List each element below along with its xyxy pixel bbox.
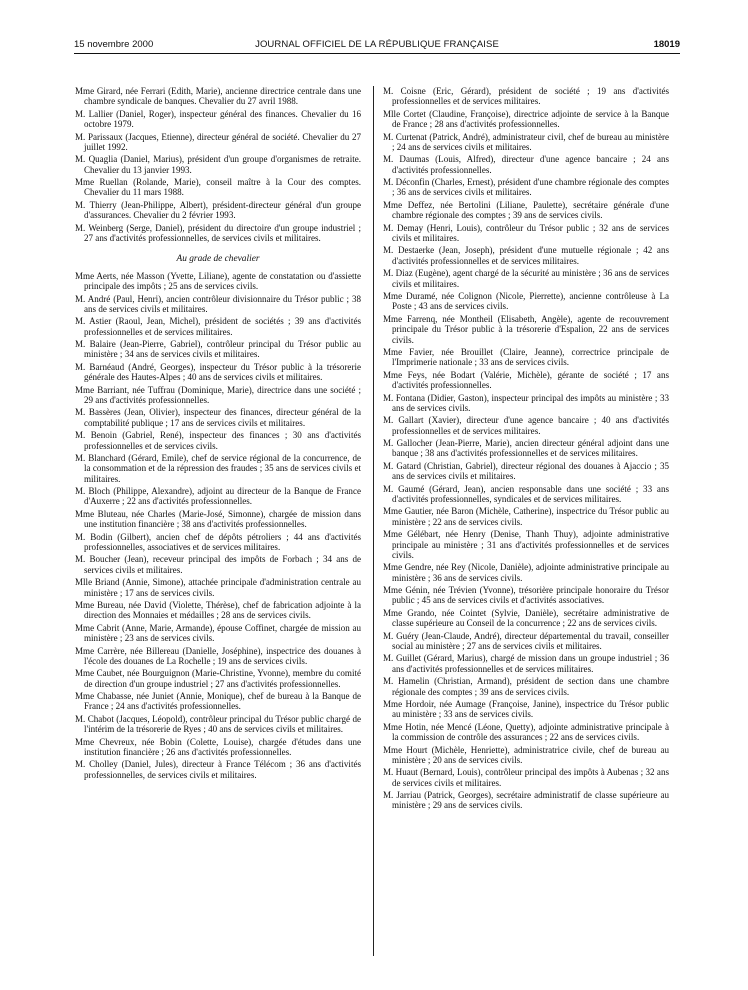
- decree-entry: Mme Aerts, née Masson (Yvette, Liliane), agente de constatation ou d'assiette principale des impôts ; 25 ans de services civils.: [75, 270, 361, 292]
- decree-entry: M. Balaire (Jean-Pierre, Gabriel), contrôleur principal du Trésor public au ministère ; 34 ans de services civils et militaires.: [75, 339, 361, 360]
- header-title: JOURNAL OFFICIEL DE LA RÉPUBLIQUE FRANÇAISE: [255, 39, 499, 50]
- decree-entry: M. Gaumé (Gérard, Jean), ancien responsable dans une société ; 33 ans d'activités professionnelles, syndicales et de services militaires.: [383, 483, 669, 504]
- decree-entry: M. Blanchard (Gérard, Emile), chef de service régional de la concurrence, de la consommation et de la répression des fraudes ; 35 ans de services civils et militaires.: [75, 452, 361, 484]
- decree-entry: M. Bodin (Gilbert), ancien chef de dépôts pétroliers ; 44 ans d'activités professionnelles, associatives et de services militaires.: [75, 531, 361, 552]
- left-entries-after: [75, 271, 361, 780]
- right-column: [383, 86, 669, 813]
- decree-entry: Mme Carrère, née Billereau (Danielle, Joséphine), inspectrice des douanes à l'école des douanes de La Rochelle ; 19 ans de services civils.: [75, 645, 361, 666]
- decree-entry: Mlle Briand (Annie, Simone), attachée principale d'administration centrale au ministère ; 17 ans de services civils.: [75, 577, 361, 598]
- decree-entry: Mme Hotin, née Mencé (Léone, Quetty), adjointe administrative principale à la commission de contrôle des assurances ; 22 ans de services civils.: [383, 721, 669, 743]
- decree-entry: Mme Gautier, née Baron (Michèle, Catherine), inspectrice du Trésor public au ministère ; 22 ans de services civils.: [383, 506, 669, 527]
- decree-entry: Mme Chabasse, née Juniet (Annie, Monique), chef de bureau à la Banque de France ; 24 ans d'activités professionnelles.: [75, 691, 361, 712]
- left-entries-before: [75, 86, 361, 243]
- decree-entry: M. Boucher (Jean), receveur principal des impôts de Forbach ; 34 ans de services civils et militaires.: [75, 554, 361, 575]
- decree-entry: Mme Hourt (Michèle, Henriette), administratrice civile, chef de bureau au ministère ; 20 ans de services civils.: [383, 744, 669, 765]
- decree-entry: M. Curtenat (Patrick, André), administrateur civil, chef de bureau au ministère ; 24 ans de services civils et militaires.: [383, 131, 669, 152]
- decree-entry: M. Astier (Raoul, Jean, Michel), président de sociétés ; 39 ans d'activités professionnelles et de services militaires.: [75, 316, 361, 337]
- decree-entry: Mme Bureau, née David (Violette, Thérèse), chef de fabrication adjointe à la direction des Monnaies et médailles ; 28 ans de services civils.: [75, 600, 361, 621]
- decree-entry: M. Jarriau (Patrick, Georges), secrétaire administratif de classe supérieure au ministère ; 29 ans de services civils.: [383, 790, 669, 811]
- left-column: [75, 86, 361, 782]
- decree-entry: Mme Girard, née Ferrari (Edith, Marie), ancienne directrice centrale dans une chambre syndicale de banques. Chevalier du 27 avril 1988.: [75, 86, 361, 107]
- decree-entry: Mme Gélébart, née Henry (Denise, Thanh Thuy), adjointe administrative principale au ministère ; 31 ans d'activités professionnelles et de services civils.: [383, 529, 669, 560]
- decree-entry: M. Diaz (Eugène), agent chargé de la sécurité au ministère ; 36 ans de services civils et militaires.: [383, 268, 669, 289]
- decree-entry: M. Weinberg (Serge, Daniel), président du directoire d'un groupe industriel ; 27 ans d'activités professionnelles, de services civils et militaires.: [75, 222, 361, 244]
- decree-entry: Mme Feys, née Bodart (Valérie, Michèle), gérante de société ; 17 ans d'activités professionnelles.: [383, 369, 669, 391]
- decree-entry: M. Demay (Henri, Louis), contrôleur du Trésor public ; 32 ans de services civils et militaires.: [383, 222, 669, 244]
- decree-entry: Mme Favier, née Brouillet (Claire, Jeanne), correctrice principale de l'Imprimerie nationale ; 33 ans de services civils.: [383, 346, 669, 368]
- decree-entry: Mme Gendre, née Rey (Nicole, Danièle), adjointe administrative principale au ministère ; 36 ans de services civils.: [383, 562, 669, 583]
- decree-entry: M. Destaerke (Jean, Joseph), président d'une mutuelle régionale ; 42 ans d'activités professionnelles et de services militaires.: [383, 245, 669, 266]
- decree-entry: M. Gatard (Christian, Gabriel), directeur régional des douanes à Ajaccio ; 35 ans de services civils et militaires.: [383, 460, 669, 482]
- decree-entry: Mme Génin, née Trévien (Yvonne), trésorière principale honoraire du Trésor public ; 45 ans de services civils et d'activités associatives.: [383, 585, 669, 606]
- decree-entry: M. Bassères (Jean, Olivier), inspecteur des finances, directeur général de la comptabilité publique ; 17 ans de services civils et militaires.: [75, 407, 361, 428]
- decree-entry: Mme Cabrit (Anne, Marie, Armande), épouse Coffinet, chargée de mission au ministère ; 23 ans de services civils.: [75, 622, 361, 644]
- decree-entry: M. Cholley (Daniel, Jules), directeur à France Télécom ; 36 ans d'activités professionnelles, de services civils et militaires.: [75, 759, 361, 780]
- decree-entry: M. Bloch (Philippe, Alexandre), adjoint au directeur de la Banque de France d'Auxerre ; 22 ans d'activités professionnelles.: [75, 486, 361, 507]
- decree-entry: Mme Ruellan (Rolande, Marie), conseil maître à la Cour des comptes. Chevalier du 11 mars 1988.: [75, 177, 361, 198]
- decree-entry: M. Gallocher (Jean-Pierre, Marie), ancien directeur général adjoint dans une banque ; 38 ans d'activités professionnelles et de services militaires.: [383, 438, 669, 459]
- decree-entry: Mme Hordoir, née Aumage (Françoise, Janine), inspectrice du Trésor public au ministère ; 33 ans de services civils.: [383, 699, 669, 720]
- section-subheading: Au grade de chevalier: [176, 254, 260, 265]
- decree-entry: M. Chabot (Jacques, Léopold), contrôleur principal du Trésor public chargé de l'intérim de la trésorerie de Ryes ; 40 ans de services civils et militaires.: [75, 713, 361, 735]
- page-header: [74, 38, 680, 52]
- decree-entry: Mme Chevreux, née Bobin (Colette, Louise), chargée d'études dans une institution financière ; 26 ans d'activités professionnelles.: [75, 736, 361, 758]
- decree-entry: Mme Barriant, née Tuffrau (Dominique, Marie), directrice dans une société ; 29 ans d'activités professionnelles.: [75, 384, 361, 405]
- decree-entry: Mme Bluteau, née Charles (Marie-José, Simonne), chargée de mission dans une institution financière ; 38 ans d'activités professionnelles.: [75, 508, 361, 530]
- header-page-number: 18019: [653, 39, 680, 50]
- decree-entry: M. Guéry (Jean-Claude, André), directeur départemental du travail, conseiller social au ministère ; 27 ans de services civils et militaires.: [383, 630, 669, 651]
- decree-entry: M. Barnéaud (André, Georges), inspecteur du Trésor public à la trésorerie générale des Hautes-Alpes ; 40 ans de services civils et militaires.: [75, 361, 361, 383]
- decree-entry: Mme Deffez, née Bertolini (Liliane, Paulette), secrétaire générale d'une chambre régionale des comptes ; 39 ans de services civils.: [383, 199, 669, 221]
- header-rule: [74, 53, 680, 54]
- decree-entry: Mme Grando, née Cointet (Sylvie, Danièle), secrétaire administrative de classe supérieure au Conseil de la concurrence ; 22 ans de services civils.: [383, 607, 669, 629]
- column-divider: [373, 86, 374, 956]
- decree-entry: M. Déconfin (Charles, Ernest), président d'une chambre régionale des comptes ; 36 ans de services civils et militaires.: [383, 177, 669, 198]
- decree-entry: M. Fontana (Didier, Gaston), inspecteur principal des impôts au ministère ; 33 ans de services civils.: [383, 392, 669, 413]
- decree-entry: Mme Caubet, née Bourguignon (Marie-Christine, Yvonne), membre du comité de direction d'un groupe industriel ; 27 ans d'activités professionnelles.: [75, 668, 361, 689]
- header-date: 15 novembre 2000: [74, 39, 154, 50]
- decree-entry: M. Hamelin (Christian, Armand), président de section dans une chambre régionale des comptes ; 39 ans de services civils.: [383, 676, 669, 697]
- decree-entry: M. Gallart (Xavier), directeur d'une agence bancaire ; 40 ans d'activités professionnelles et de services militaires.: [383, 415, 669, 436]
- decree-entry: M. Huaut (Bernard, Louis), contrôleur principal des impôts à Aubenas ; 32 ans de services civils et militaires.: [383, 767, 669, 788]
- decree-entry: Mme Farrenq, née Montheil (Elisabeth, Angèle), agente de recouvrement principale du Trésor public à la trésorerie d'Espalion, 22 ans de services civils.: [383, 313, 669, 345]
- decree-entry: M. Benoin (Gabriel, René), inspecteur des finances ; 30 ans d'activités professionnelles et de services civils.: [75, 430, 361, 451]
- decree-entry: M. Quaglia (Daniel, Marius), président d'un groupe d'organismes de retraite. Chevalier du 13 janvier 1993.: [75, 154, 361, 175]
- decree-entry: Mme Duramé, née Colignon (Nicole, Pierrette), ancienne contrôleuse à La Poste ; 43 ans de services civils.: [383, 291, 669, 312]
- decree-entry: M. Lallier (Daniel, Roger), inspecteur général des finances. Chevalier du 16 octobre 1979.: [75, 108, 361, 130]
- decree-entry: M. Thierry (Jean-Philippe, Albert), président-directeur général d'un groupe d'assurances. Chevalier du 2 février 1993.: [75, 199, 361, 221]
- decree-entry: M. Parissaux (Jacques, Etienne), directeur général de société. Chevalier du 27 juillet 1992.: [75, 131, 361, 152]
- decree-entry: Mlle Cortet (Claudine, Françoise), directrice adjointe de service à la Banque de France ; 28 ans d'activités professionnelles.: [383, 108, 669, 130]
- decree-entry: M. Guillet (Gérard, Marius), chargé de mission dans un groupe industriel ; 36 ans d'activités professionnelles et de services militaires.: [383, 653, 669, 674]
- decree-entry: M. Daumas (Louis, Alfred), directeur d'une agence bancaire ; 24 ans d'activités professionnelles.: [383, 154, 669, 175]
- decree-entry: M. André (Paul, Henri), ancien contrôleur divisionnaire du Trésor public ; 38 ans de services civils et militaires.: [75, 293, 361, 314]
- decree-entry: M. Coisne (Eric, Gérard), président de société ; 19 ans d'activités professionnelles et de services militaires.: [383, 86, 669, 107]
